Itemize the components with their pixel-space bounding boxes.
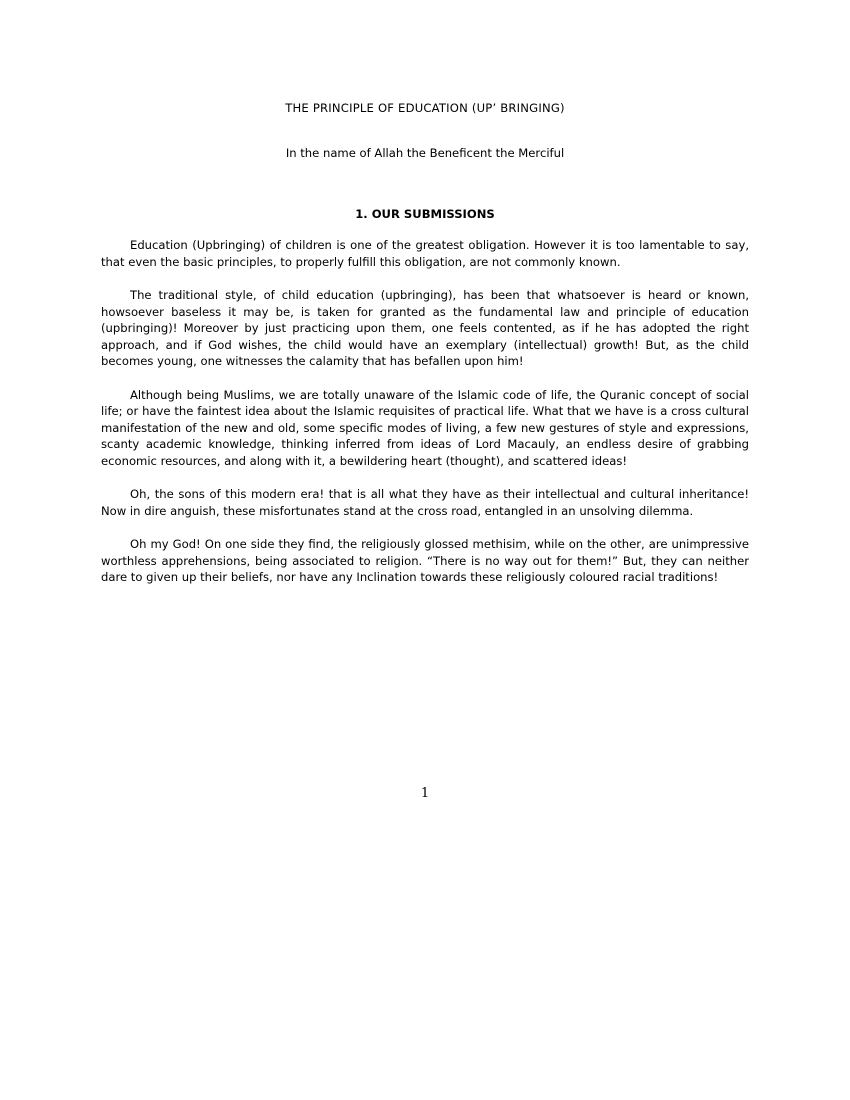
paragraph: Although being Muslims, we are totally unaware of the Islamic code of life, the Quranic concept of social life; or have the faintest idea about the Islamic requisites of practical life. What that we have is a cross cultural manifestation of the new and old, some specific modes of living, a few new gestures of style and expressions, scanty academic knowledge, thinking inferred from ideas of Lord Macauly, an endless desire of grabbing economic resources, and along with it, a bewildering heart (thought), and scattered ideas! (101, 387, 749, 468)
page-number: 1 (420, 786, 430, 801)
paragraph: Oh my God! On one side they find, the religiously glossed methisim, while on the other, are unimpressive worthless apprehensions, being associated to religion. “There is no way out for them!” But, they can neither dare to given up their beliefs, nor have any Inclination towards these religiously coloured racial traditions! (101, 537, 749, 584)
document-subtitle: In the name of Allah the Beneficent the Merciful (285, 146, 565, 160)
body-text (101, 237, 749, 603)
document-title: THE PRINCIPLE OF EDUCATION (UP’ BRINGING) (285, 101, 565, 115)
paragraph: The traditional style, of child education (upbringing), has been that whatsoever is heard or known, howsoever baseless it may be, is taken for granted as the fundamental law and principle of education (upbringing)! Moreover by just practicing upon them, one feels contented, as if he has adopted the right approach, and if God wishes, the child would have an exemplary (intellectual) growth! But, as the child becomes young, one witnesses the calamity that has befallen upon him! (101, 288, 749, 368)
paragraph: Oh, the sons of this modern era! that is all what they have as their intellectual and cultural inheritance! Now in dire anguish, these misfortunates stand at the cross road, entangled in an unsolving dilemma. (101, 487, 749, 518)
paragraph: Education (Upbringing) of children is one of the greatest obligation. However it is too lamentable to say, that even the basic principles, to properly fulfill this obligation, are not commonly known. (101, 238, 749, 269)
section-heading: 1. OUR SUBMISSIONS (355, 207, 495, 221)
